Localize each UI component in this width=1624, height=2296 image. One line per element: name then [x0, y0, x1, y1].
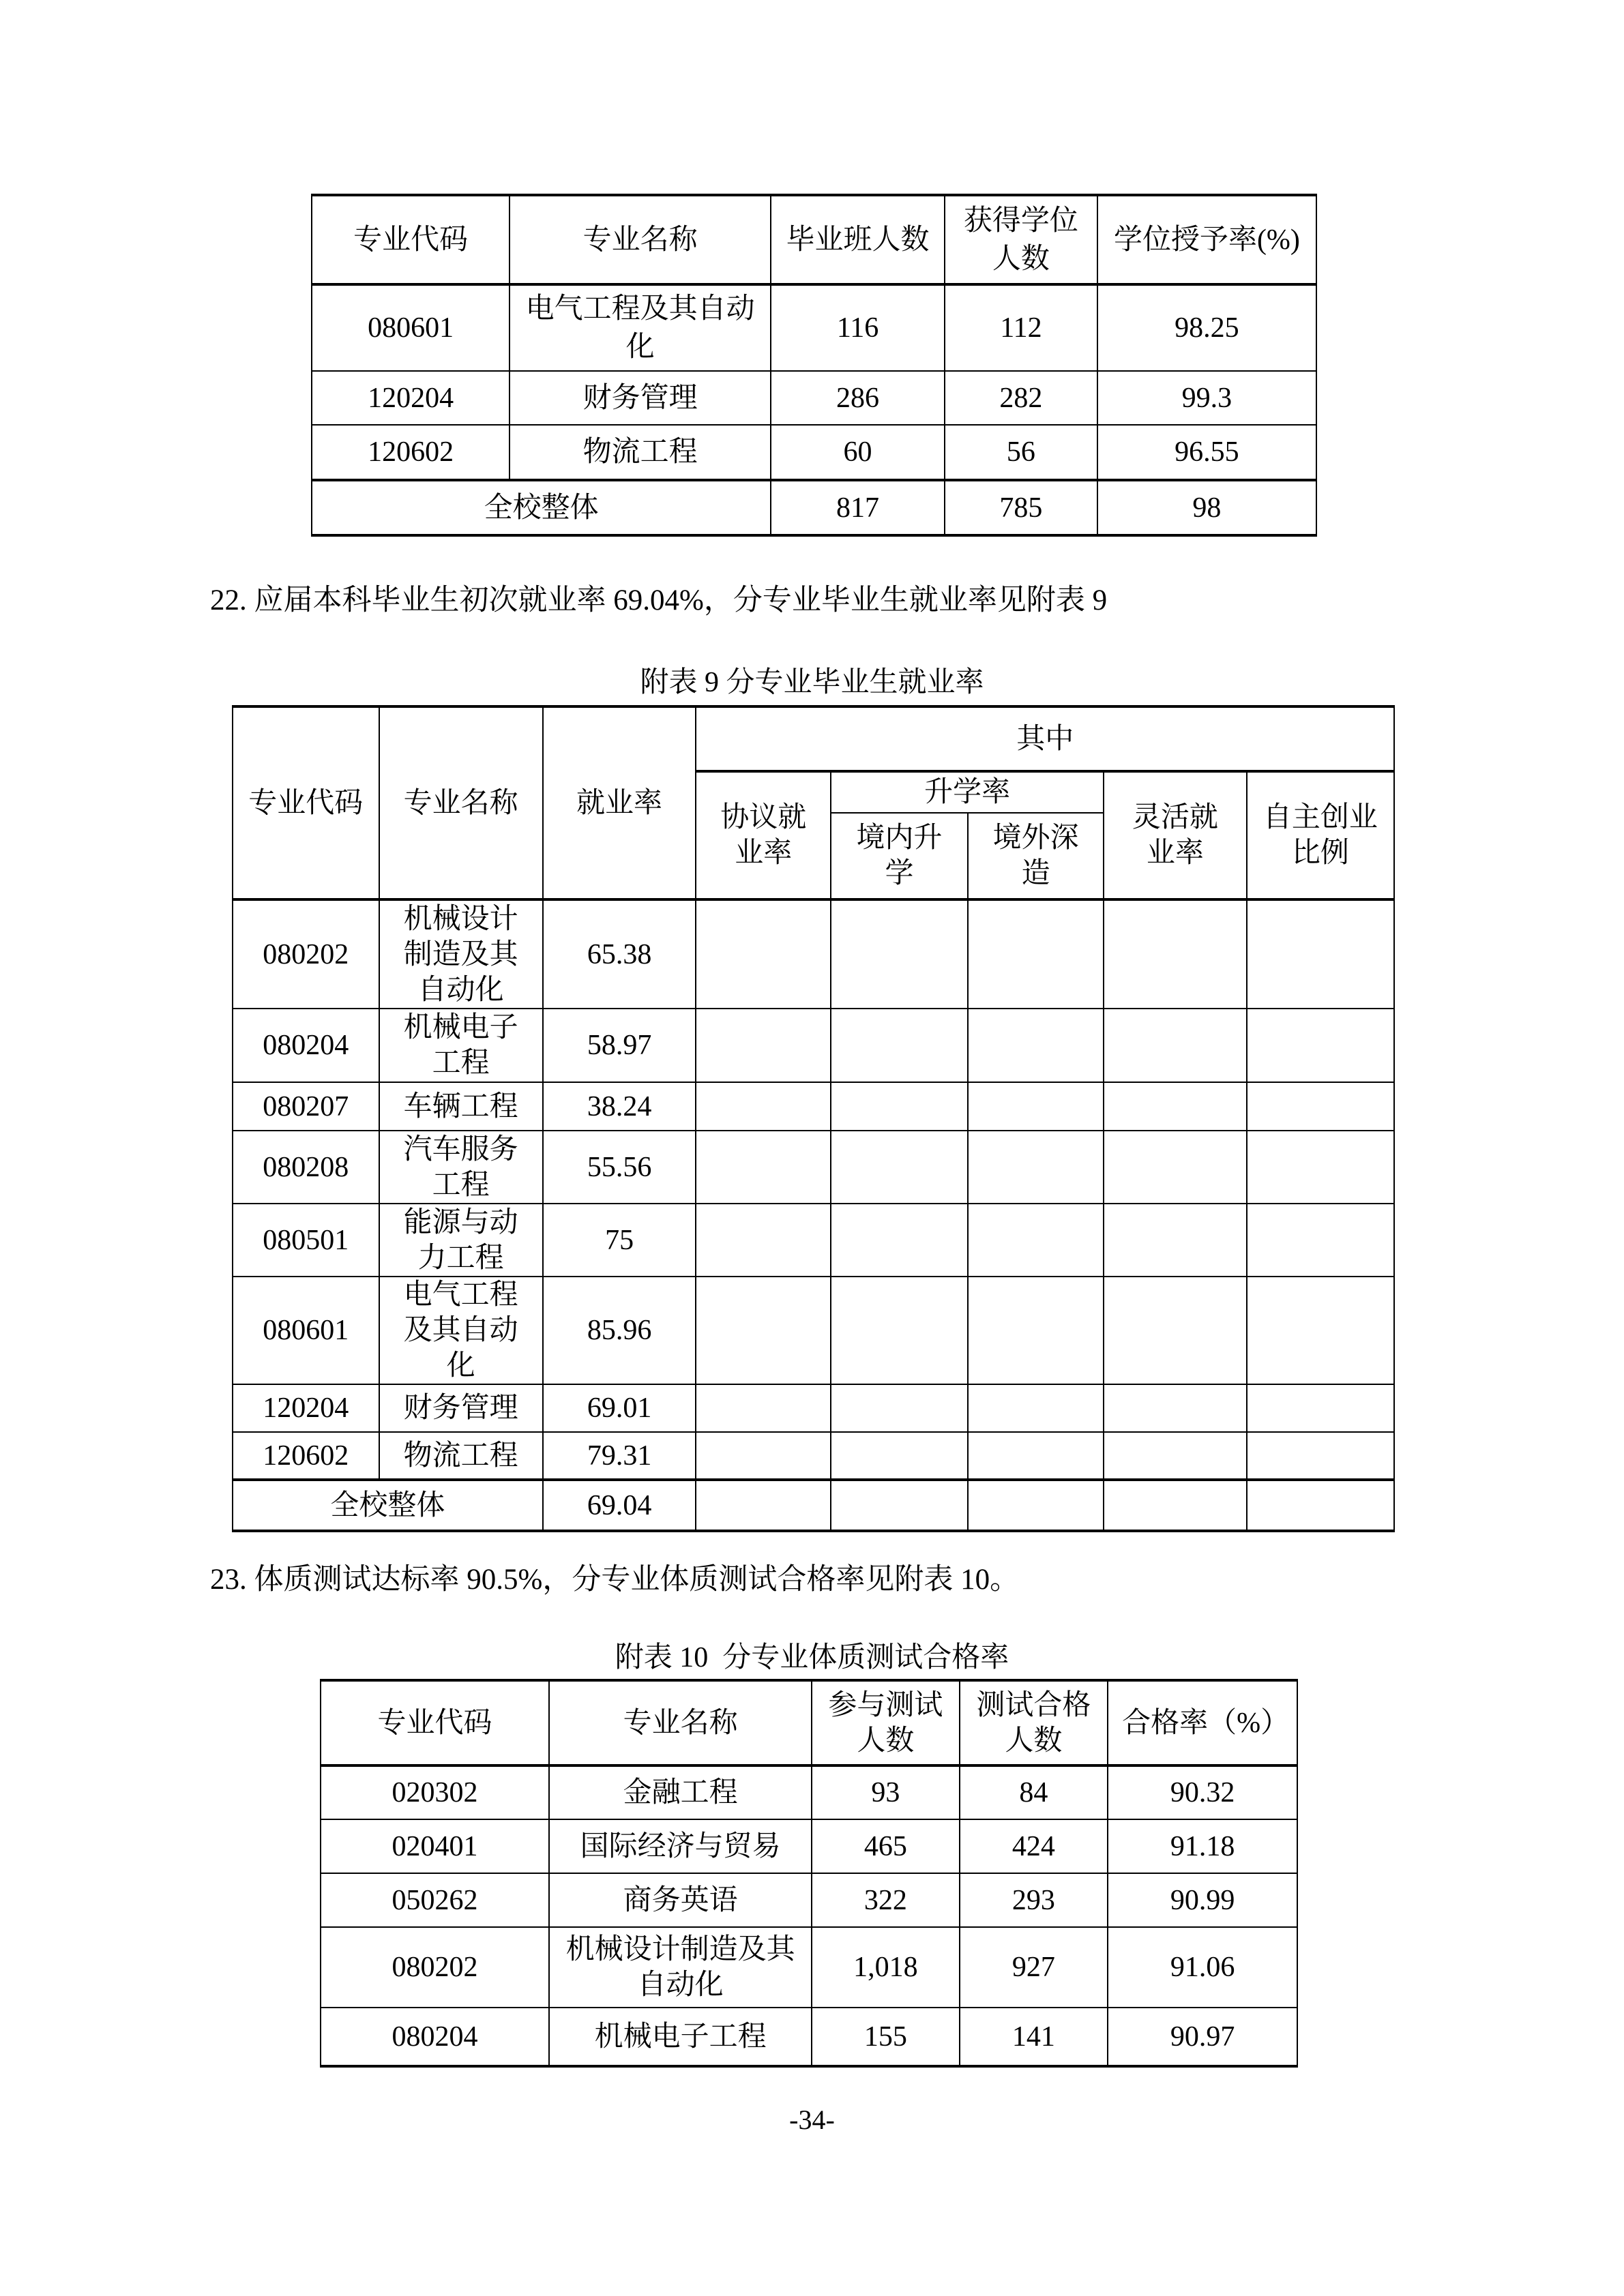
cell-grad-count: 116: [771, 284, 945, 371]
empty-cell: [1247, 1277, 1394, 1384]
cell-total-label: 全校整体: [312, 480, 771, 535]
table-row: [321, 1873, 1297, 1927]
empty-cell: [968, 1009, 1104, 1082]
cell-tested-count: 322: [812, 1873, 959, 1927]
empty-cell: [1104, 1204, 1246, 1277]
cell-major-name: 财务管理: [379, 1384, 543, 1432]
empty-cell: [968, 1204, 1104, 1277]
cell-major-code: 050262: [321, 1873, 549, 1927]
empty-cell: [1247, 1480, 1394, 1531]
cell-award-rate: 98.25: [1097, 284, 1316, 371]
cell-passed-count: 424: [960, 1819, 1108, 1873]
header-major-code: 专业代码: [312, 195, 510, 284]
cell-pass-rate: 91.18: [1108, 1819, 1297, 1873]
cell-major-name: 机械设计制造及其自动化: [379, 899, 543, 1009]
cell-major-name: 国际经济与贸易: [549, 1819, 812, 1873]
cell-passed-count: 927: [960, 1927, 1108, 2008]
empty-cell: [696, 1082, 831, 1131]
cell-major-name: 汽车服务工程: [379, 1131, 543, 1204]
empty-cell: [696, 1277, 831, 1384]
cell-major-code: 080601: [233, 1277, 379, 1384]
paragraph-23: 23. 体质测试达标率 90.5%，分专业体质测试合格率见附表 10。: [210, 1564, 1020, 1596]
cell-total-label: 全校整体: [233, 1480, 543, 1531]
table-row: [233, 1384, 1394, 1432]
table-total-row: [233, 1480, 1394, 1531]
table-row: [233, 1204, 1394, 1277]
cell-grad-count: 286: [771, 371, 945, 425]
cell-major-code: 080601: [312, 284, 510, 371]
cell-degree-count: 112: [945, 284, 1097, 371]
header-among: 其中: [696, 706, 1394, 771]
header-major-name: 专业名称: [549, 1680, 812, 1765]
table-row: [312, 284, 1316, 371]
cell-pass-rate: 90.99: [1108, 1873, 1297, 1927]
table9-caption: 附表 9 分专业毕业生就业率: [640, 667, 984, 698]
empty-cell: [1247, 1082, 1394, 1131]
cell-major-code: 080204: [233, 1009, 379, 1082]
header-domestic-study: 境内升学: [831, 813, 968, 899]
empty-cell: [1247, 1384, 1394, 1432]
header-major-name: 专业名称: [510, 195, 771, 284]
table-row: [233, 1131, 1394, 1204]
table-row: [321, 1819, 1297, 1873]
empty-cell: [831, 1082, 968, 1131]
table-row: [233, 1082, 1394, 1131]
table-row: [233, 1432, 1394, 1480]
cell-major-name: 机械电子工程: [379, 1009, 543, 1082]
empty-cell: [1104, 1384, 1246, 1432]
table-row: [312, 371, 1316, 425]
cell-employment-rate: 38.24: [543, 1082, 696, 1131]
empty-cell: [968, 899, 1104, 1009]
cell-passed-count: 141: [960, 2008, 1108, 2066]
cell-major-name: 机械设计制造及其自动化: [549, 1927, 812, 2008]
table-row: [233, 1277, 1394, 1384]
table-row: [312, 425, 1316, 480]
empty-cell: [831, 1131, 968, 1204]
cell-grad-count: 60: [771, 425, 945, 480]
empty-cell: [831, 899, 968, 1009]
empty-cell: [968, 1432, 1104, 1480]
empty-cell: [696, 1432, 831, 1480]
empty-cell: [1247, 899, 1394, 1009]
table-header-row: [233, 706, 1394, 771]
cell-major-name: 电气工程及其自动化: [379, 1277, 543, 1384]
cell-employment-rate: 65.38: [543, 899, 696, 1009]
header-award-rate: 学位授予率(%): [1097, 195, 1316, 284]
cell-major-code: 080204: [321, 2008, 549, 2066]
cell-passed-count: 84: [960, 1765, 1108, 1819]
empty-cell: [831, 1009, 968, 1082]
cell-employment-rate: 58.97: [543, 1009, 696, 1082]
cell-pass-rate: 90.32: [1108, 1765, 1297, 1819]
empty-cell: [1247, 1432, 1394, 1480]
cell-major-name: 机械电子工程: [549, 2008, 812, 2066]
empty-cell: [696, 1131, 831, 1204]
cell-passed-count: 293: [960, 1873, 1108, 1927]
cell-employment-rate: 85.96: [543, 1277, 696, 1384]
cell-major-code: 080208: [233, 1131, 379, 1204]
cell-pass-rate: 90.97: [1108, 2008, 1297, 2066]
cell-major-code: 020401: [321, 1819, 549, 1873]
cell-major-code: 080202: [233, 899, 379, 1009]
cell-total-award-rate: 98: [1097, 480, 1316, 535]
empty-cell: [1104, 1480, 1246, 1531]
cell-major-code: 120602: [312, 425, 510, 480]
header-startup-ratio: 自主创业比例: [1247, 771, 1394, 899]
degree-award-table: [311, 194, 1317, 537]
empty-cell: [968, 1480, 1104, 1531]
cell-major-code: 120204: [233, 1384, 379, 1432]
cell-employment-rate: 55.56: [543, 1131, 696, 1204]
empty-cell: [1104, 1082, 1246, 1131]
cell-tested-count: 93: [812, 1765, 959, 1819]
empty-cell: [968, 1384, 1104, 1432]
table-row: [233, 899, 1394, 1009]
fitness-test-table: [320, 1679, 1298, 2068]
header-degree-count: 获得学位人数: [945, 195, 1097, 284]
empty-cell: [1104, 1131, 1246, 1204]
cell-pass-rate: 91.06: [1108, 1927, 1297, 2008]
cell-award-rate: 96.55: [1097, 425, 1316, 480]
header-passed-count: 测试合格人数: [960, 1680, 1108, 1765]
cell-major-name: 电气工程及其自动化: [510, 284, 771, 371]
cell-major-code: 080207: [233, 1082, 379, 1131]
employment-rate-table: [232, 705, 1395, 1532]
empty-cell: [1104, 1432, 1246, 1480]
cell-major-code: 080202: [321, 1927, 549, 2008]
empty-cell: [968, 1082, 1104, 1131]
cell-major-name: 能源与动力工程: [379, 1204, 543, 1277]
empty-cell: [696, 1384, 831, 1432]
table-header-row: [321, 1680, 1297, 1765]
cell-total-employment-rate: 69.04: [543, 1480, 696, 1531]
header-flexible-rate: 灵活就业率: [1104, 771, 1246, 899]
header-tested-count: 参与测试人数: [812, 1680, 959, 1765]
cell-employment-rate: 75: [543, 1204, 696, 1277]
cell-tested-count: 1,018: [812, 1927, 959, 2008]
page-number: -34-: [789, 2104, 835, 2135]
table-total-row: [312, 480, 1316, 535]
cell-major-name: 车辆工程: [379, 1082, 543, 1131]
empty-cell: [696, 1204, 831, 1277]
cell-award-rate: 99.3: [1097, 371, 1316, 425]
empty-cell: [696, 1480, 831, 1531]
header-grad-count: 毕业班人数: [771, 195, 945, 284]
cell-major-name: 商务英语: [549, 1873, 812, 1927]
cell-employment-rate: 69.01: [543, 1384, 696, 1432]
cell-total-grad-count: 817: [771, 480, 945, 535]
paragraph-22: 22. 应届本科毕业生初次就业率 69.04%，分专业毕业生就业率见附表 9: [210, 584, 1108, 616]
empty-cell: [831, 1480, 968, 1531]
cell-major-name: 物流工程: [379, 1432, 543, 1480]
cell-employment-rate: 79.31: [543, 1432, 696, 1480]
cell-major-code: 120602: [233, 1432, 379, 1480]
empty-cell: [968, 1277, 1104, 1384]
empty-cell: [831, 1277, 968, 1384]
empty-cell: [1104, 899, 1246, 1009]
empty-cell: [831, 1204, 968, 1277]
cell-degree-count: 56: [945, 425, 1097, 480]
header-major-name: 专业名称: [379, 706, 543, 899]
empty-cell: [1104, 1009, 1246, 1082]
header-pass-rate: 合格率（%）: [1108, 1680, 1297, 1765]
table-header-row: [312, 195, 1316, 284]
table-row: [321, 2008, 1297, 2066]
cell-major-code: 020302: [321, 1765, 549, 1819]
table10-caption: 附表 10 分专业体质测试合格率: [615, 1642, 1009, 1673]
table-row: [321, 1765, 1297, 1819]
header-employment-rate: 就业率: [543, 706, 696, 899]
empty-cell: [1247, 1131, 1394, 1204]
cell-major-code: 120204: [312, 371, 510, 425]
cell-major-name: 物流工程: [510, 425, 771, 480]
table-row: [233, 1009, 1394, 1082]
cell-tested-count: 465: [812, 1819, 959, 1873]
cell-major-name: 财务管理: [510, 371, 771, 425]
empty-cell: [696, 899, 831, 1009]
empty-cell: [696, 1009, 831, 1082]
header-further-study-rate: 升学率: [831, 771, 1104, 813]
empty-cell: [1247, 1204, 1394, 1277]
table-row: [321, 1927, 1297, 2008]
header-major-code: 专业代码: [233, 706, 379, 899]
empty-cell: [831, 1384, 968, 1432]
empty-cell: [1247, 1009, 1394, 1082]
cell-major-name: 金融工程: [549, 1765, 812, 1819]
header-agreement-rate: 协议就业率: [696, 771, 831, 899]
cell-tested-count: 155: [812, 2008, 959, 2066]
cell-major-code: 080501: [233, 1204, 379, 1277]
cell-total-degree-count: 785: [945, 480, 1097, 535]
header-major-code: 专业代码: [321, 1680, 549, 1765]
empty-cell: [831, 1432, 968, 1480]
cell-degree-count: 282: [945, 371, 1097, 425]
empty-cell: [1104, 1277, 1246, 1384]
header-abroad-study: 境外深造: [968, 813, 1104, 899]
empty-cell: [968, 1131, 1104, 1204]
